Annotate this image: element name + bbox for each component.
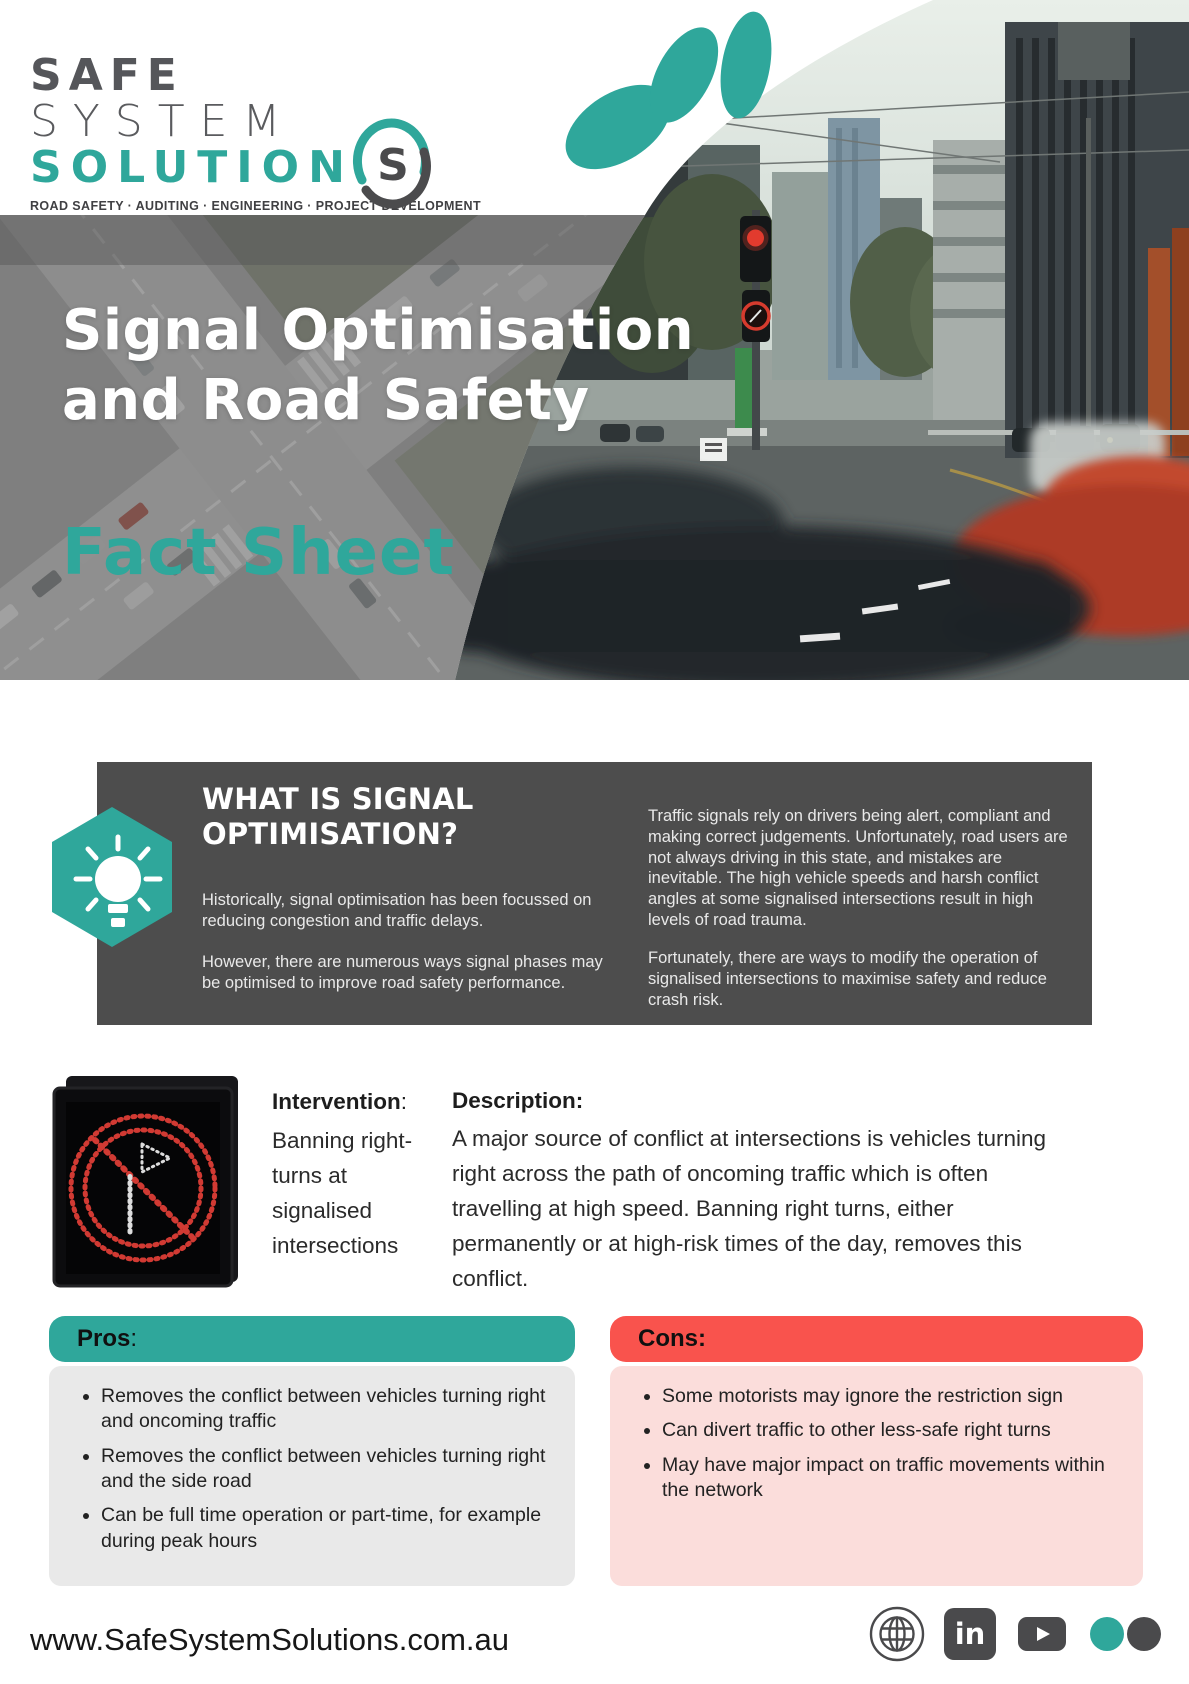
what-is-signal-optimisation-section xyxy=(97,762,1092,1025)
no-right-turn-sign-image xyxy=(46,1074,246,1292)
pros-header: Pros : xyxy=(49,1316,575,1362)
intervention-text: Banning right-turns at signalised intersections xyxy=(272,1128,413,1259)
logo-word-solution: SOLUTION xyxy=(30,142,354,193)
fact-sheet-label: Fact Sheet xyxy=(62,516,456,590)
leaf-petals-decoration xyxy=(548,5,818,175)
cons-header xyxy=(610,1316,1143,1362)
logo-tagline: ROAD SAFETY · AUDITING · ENGINEERING · PROJECT DEVELOPMENT xyxy=(30,199,482,213)
logo-s-mark-icon xyxy=(352,118,434,210)
intervention-label: Intervention: xyxy=(272,1089,408,1114)
description-label: Description: xyxy=(452,1088,584,1113)
what-left-paragraph-1: Historically, signal optimisation has been focussed on reducing congestion and traffic delays. xyxy=(202,891,592,930)
logo-word-safe: SAFE xyxy=(30,50,184,101)
cons-item: • Some motorists may ignore the restriction sign xyxy=(662,1384,1119,1409)
linkedin-icon[interactable]: in xyxy=(944,1608,996,1660)
pros-item: • Can be full time operation or part-time, for example during peak hours xyxy=(101,1503,551,1554)
gray-dot-decoration xyxy=(1127,1617,1161,1651)
teal-dot-decoration xyxy=(1090,1617,1124,1651)
pros-item: • Removes the conflict between vehicles turning right and oncoming traffic xyxy=(101,1384,551,1435)
what-left-paragraph-2: However, there are numerous ways signal phases may be optimised to improve road safety performance. xyxy=(202,953,603,992)
cons-list xyxy=(610,1366,1143,1586)
lightbulb-icon xyxy=(42,795,182,960)
cons-item: • Can divert traffic to other less-safe right turns xyxy=(662,1418,1119,1443)
what-right-paragraph-2: Fortunately, there are ways to modify the operation of signalised intersections to maximise safety and reduce crash risk. xyxy=(648,949,1047,1009)
page-title xyxy=(62,296,782,436)
section-heading: WHAT IS SIGNAL OPTIMISATION? xyxy=(202,782,474,851)
logo-word-system: SYSTEM xyxy=(30,96,296,147)
cons-title: Cons: xyxy=(638,1325,706,1352)
pros-item: • Removes the conflict between vehicles turning right and the side road xyxy=(101,1444,551,1495)
description-column xyxy=(452,1088,1052,1296)
page-title-line-2: and Road Safety xyxy=(62,368,590,433)
website-globe-icon[interactable] xyxy=(867,1604,927,1664)
svg-text:S: S xyxy=(377,140,409,191)
pros-list xyxy=(49,1366,575,1586)
what-right-paragraph-1: Traffic signals rely on drivers being alert, compliant and making correct judgements. Unfortunately, road users are not always driving in this state, and mistakes are inevitable. The high vehicle speeds and harsh conflict angles at some signalised intersections result in high levels of road trauma. xyxy=(648,807,1068,929)
intervention-column xyxy=(272,1088,450,1263)
cons-item: • May have major impact on traffic movements within the network xyxy=(662,1453,1119,1504)
website-url[interactable]: www.SafeSystemSolutions.com.au xyxy=(30,1622,509,1657)
youtube-icon[interactable] xyxy=(1018,1617,1066,1651)
description-text: A major source of conflict at intersections is vehicles turning right across the path of oncoming traffic which is often travelling at high speed. Banning right turns, either permanently or at high-risk times of the day, removes this conflict. xyxy=(452,1126,1047,1291)
page-title-line-1: Signal Optimisation xyxy=(62,298,695,363)
pros-title: Pros xyxy=(77,1325,131,1352)
